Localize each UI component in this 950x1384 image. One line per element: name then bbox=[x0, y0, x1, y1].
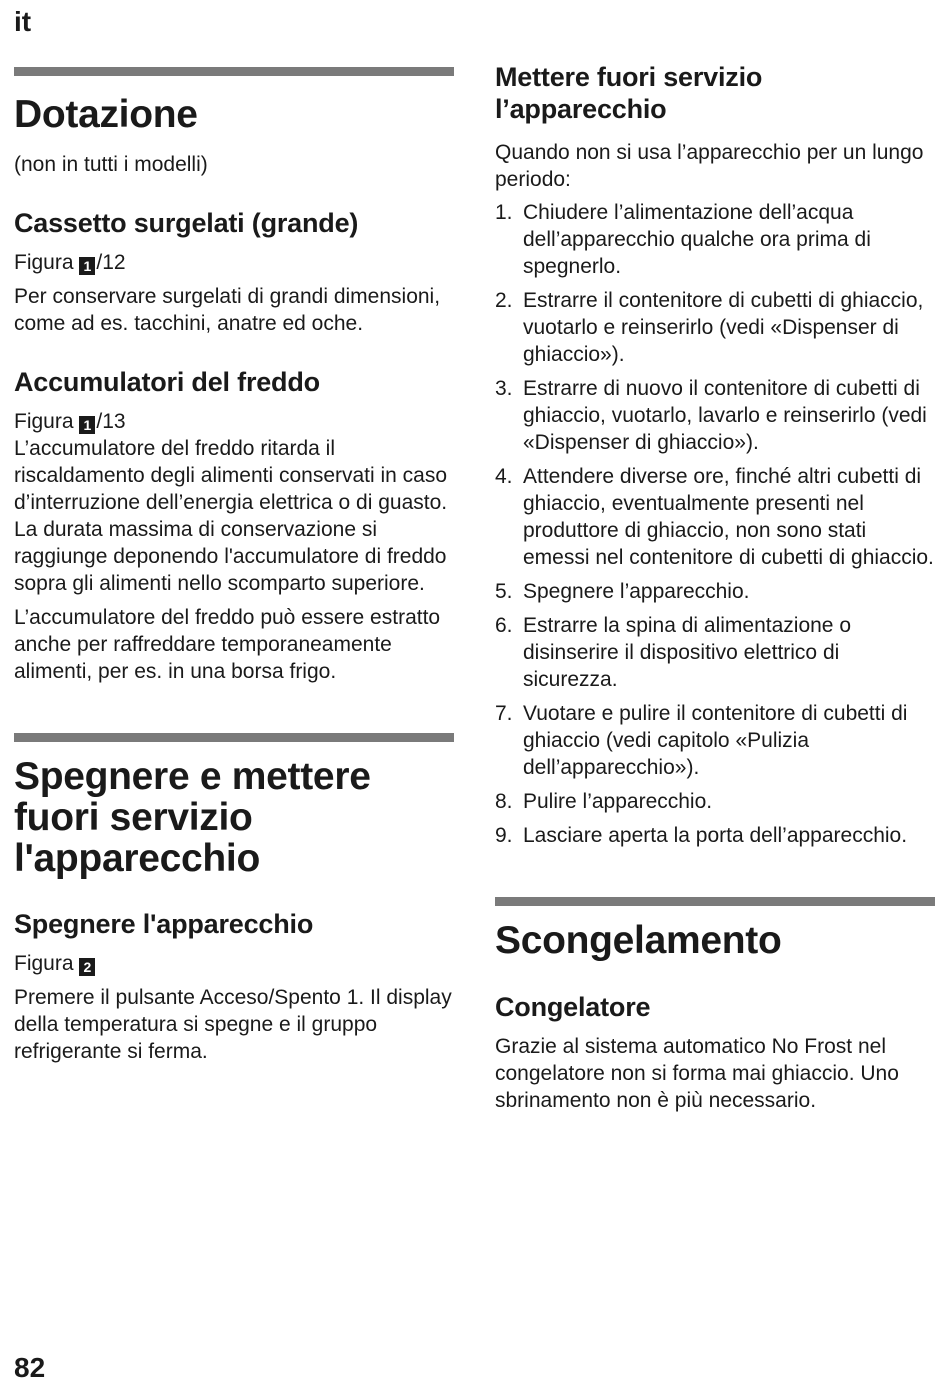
congelatore-text: Grazie al sistema automatico No Frost nel congelatore non si forma mai ghiaccio. Uno sbrinamento non è più necessario. bbox=[495, 1035, 899, 1112]
list-item: 7. Vuotare e pulire il contenitore di cubetti di ghiaccio (vedi capitolo «Pulizia dell’apparecchio»). bbox=[495, 702, 908, 779]
figure-reference bbox=[14, 408, 454, 435]
right-column bbox=[495, 0, 935, 1114]
spegnere-text: Premere il pulsante Acceso/Spento 1. Il display della temperatura si spegne e il gruppo refrigerante si ferma. bbox=[14, 986, 452, 1063]
list-item: 9. Lasciare aperta la porta dell’apparecchio. bbox=[495, 824, 908, 847]
figure-label: Figura bbox=[14, 410, 74, 433]
list-item: 8. Pulire l’apparecchio. bbox=[495, 790, 713, 813]
section-rule bbox=[14, 67, 454, 76]
list-item: 2. Estrarre il contenitore di cubetti di ghiaccio, vuotarlo e reinserirlo (vedi «Dispenser di ghiaccio»). bbox=[495, 289, 924, 366]
section-title-spegnere: Spegnere e mettere fuori servizio l'apparecchio bbox=[14, 755, 371, 880]
list-item: 4. Attendere diverse ore, finché altri cubetti di ghiaccio, eventualmente presenti nel produttore di ghiaccio, non sono stati emessi nel contenitore di cubetti di ghiaccio. bbox=[495, 465, 934, 569]
language-label: it bbox=[14, 6, 32, 37]
subsection-title-mettere-fuori: Mettere fuori servizio l’apparecchio bbox=[495, 62, 763, 124]
list-item: 5. Spegnere l’apparecchio. bbox=[495, 580, 750, 603]
page-number: 82 bbox=[14, 1352, 46, 1383]
accumulatori-text-2: L’accumulatore del freddo può essere estratto anche per raffreddare temporaneamente alimenti, per es. in una borsa frigo. bbox=[14, 606, 441, 683]
section-title-scongelamento: Scongelamento bbox=[495, 919, 782, 962]
cassetto-text: Per conservare surgelati di grandi dimensioni, come ad es. tacchini, anatre ed oche. bbox=[14, 285, 441, 335]
section-rule bbox=[495, 897, 935, 906]
figure-number-badge: 2 bbox=[79, 958, 95, 976]
steps-list bbox=[495, 199, 935, 849]
section-title-dotazione: Dotazione bbox=[14, 93, 198, 136]
figure-number-badge: 1 bbox=[79, 257, 95, 275]
subsection-title-cassetto: Cassetto surgelati (grande) bbox=[14, 208, 359, 238]
dotazione-note: (non in tutti i modelli) bbox=[14, 153, 208, 176]
figure-reference bbox=[14, 249, 454, 276]
figure-ref: /13 bbox=[96, 410, 126, 433]
subsection-title-congelatore: Congelatore bbox=[495, 992, 651, 1022]
list-item: 1. Chiudere l’alimentazione dell’acqua dell’apparecchio qualche ora prima di spegnerlo. bbox=[495, 201, 871, 278]
section-rule bbox=[14, 733, 454, 742]
left-column bbox=[14, 0, 454, 1065]
subsection-title-accumulatori: Accumulatori del freddo bbox=[14, 367, 320, 397]
figure-reference bbox=[14, 950, 454, 977]
list-item: 3. Estrarre di nuovo il contenitore di cubetti di ghiaccio, vuotarlo, lavarlo e reinserirlo (vedi «Dispenser di ghiaccio»). bbox=[495, 377, 927, 454]
figure-label: Figura bbox=[14, 251, 74, 274]
list-item: 6. Estrarre la spina di alimentazione o disinserire il dispositivo elettrico di sicurezza. bbox=[495, 614, 852, 691]
figure-label: Figura bbox=[14, 952, 74, 975]
figure-number-badge: 1 bbox=[79, 416, 95, 434]
mettere-fuori-intro: Quando non si usa l’apparecchio per un lungo periodo: bbox=[495, 141, 924, 191]
figure-ref: /12 bbox=[96, 251, 126, 274]
accumulatori-text-1: L’accumulatore del freddo ritarda il riscaldamento degli alimenti conservati in caso d’interruzione dell’energia elettrica o di guasto. La durata massima di conservazione si raggiunge deponendo l'accumulatore di freddo sopra gli alimenti nello scomparto superiore. bbox=[14, 437, 448, 595]
subsection-title-spegnere: Spegnere l'apparecchio bbox=[14, 909, 314, 939]
